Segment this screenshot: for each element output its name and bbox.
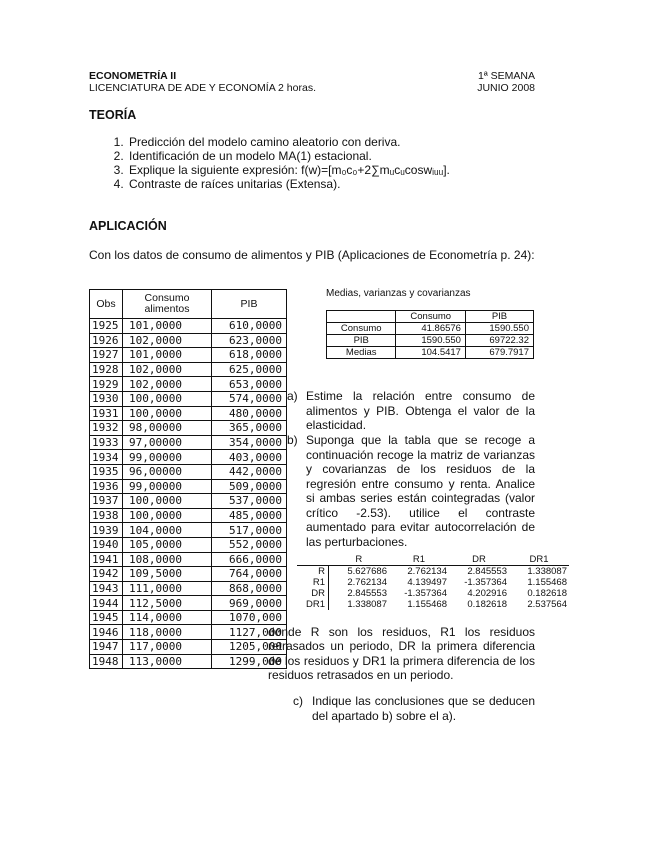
cov-cell: 1.338087 (347, 599, 387, 610)
question-c (293, 694, 535, 723)
obs-year-cell: 1925 (90, 319, 123, 334)
table-row (90, 596, 287, 611)
residuals-explanation: donde R son los residuos, R1 los residuos retrasados un periodo, DR la primera diferencia de los residuos y DR1 la primera diferencia de los residuos retrasados en un periodo. (268, 625, 535, 682)
obs-year-cell: 1947 (90, 640, 123, 655)
consumo-cell: 111,0000 (123, 581, 212, 596)
consumo-cell: 100,0000 (123, 508, 212, 523)
header-degree: LICENCIATURA DE ADE Y ECONOMÍA 2 horas. (89, 82, 316, 94)
pib-cell: 618,0000 (212, 348, 287, 363)
consumo-cell: 101,0000 (123, 319, 212, 334)
pib-cell: 1299,000 (212, 654, 287, 669)
pib-cell: 1127,000 (212, 625, 287, 640)
pib-cell: 574,0000 (212, 391, 287, 406)
cov-header: R1 (412, 554, 426, 565)
pib-cell: 653,0000 (212, 377, 287, 392)
cov-row (297, 566, 569, 578)
obs-year-cell: 1943 (90, 581, 123, 596)
stats-cell: 69722.32 (465, 335, 533, 347)
pib-cell: 868,0000 (212, 581, 287, 596)
stats-row-label: Consumo (327, 323, 396, 335)
cov-cell: 1.338087 (509, 566, 569, 578)
pib-cell: 610,0000 (212, 319, 287, 334)
table-row (90, 406, 287, 421)
pib-cell: 365,0000 (212, 421, 287, 436)
question-a (287, 389, 535, 433)
header-obs: Obs (90, 290, 123, 319)
stats-row (327, 347, 534, 359)
pib-cell: 403,0000 (212, 450, 287, 465)
pib-cell: 623,0000 (212, 333, 287, 348)
table-row (90, 567, 287, 582)
obs-year-cell: 1927 (90, 348, 123, 363)
teoria-item: 3. Explique la siguiente expresión: f(w)=[m₀c₀+2∑mᵤcᵤcoswᵢᵤᵤ]. (127, 163, 450, 177)
obs-year-cell: 1934 (90, 450, 123, 465)
stats-cell: 104.5417 (396, 347, 465, 359)
consumo-cell: 100,0000 (123, 494, 212, 509)
cov-cell: -1.357364 (404, 588, 447, 599)
stats-row-label: Medias (327, 347, 396, 359)
pib-cell: 480,0000 (212, 406, 287, 421)
cov-row-label: DR (297, 588, 329, 599)
header-course: ECONOMETRÍA II (89, 70, 177, 82)
cov-header-empty (297, 554, 329, 566)
table-row (90, 537, 287, 552)
stats-row (327, 335, 534, 347)
consumo-cell: 114,0000 (123, 610, 212, 625)
pib-cell: 969,0000 (212, 596, 287, 611)
obs-year-cell: 1937 (90, 494, 123, 509)
stats-header-pib: PIB (465, 311, 533, 323)
table-row (90, 494, 287, 509)
consumo-cell: 101,0000 (123, 348, 212, 363)
residual-cov-table (297, 554, 569, 610)
stats-cell: 41.86576 (396, 323, 465, 335)
table-row (90, 348, 287, 363)
stats-row (327, 323, 534, 335)
pib-cell: 1205,000 (212, 640, 287, 655)
stats-cell: 1590.550 (396, 335, 465, 347)
table-row (90, 377, 287, 392)
teoria-list (90, 135, 450, 191)
table-row (90, 654, 287, 669)
consumo-cell: 97,00000 (123, 435, 212, 450)
table-row (90, 581, 287, 596)
cov-cell: 2.845553 (347, 588, 387, 599)
cov-row (297, 588, 569, 599)
teoria-item: 4. Contraste de raíces unitarias (Extensa). (127, 177, 450, 191)
cov-cell: 1.155468 (527, 577, 567, 588)
table-row (90, 333, 287, 348)
cov-cell: 5.627686 (329, 566, 390, 578)
consumo-cell: 100,0000 (123, 406, 212, 421)
consumo-cell: 102,0000 (123, 333, 212, 348)
table-row (90, 508, 287, 523)
pib-cell: 764,0000 (212, 567, 287, 582)
table-row (90, 523, 287, 538)
cov-row-label: R (297, 566, 329, 578)
cov-row (297, 599, 569, 610)
consumo-cell: 108,0000 (123, 552, 212, 567)
pib-cell: 1070,000 (212, 610, 287, 625)
teoria-item: 1. Predicción del modelo camino aleatorio con deriva. (127, 135, 450, 149)
table-row (90, 625, 287, 640)
obs-year-cell: 1936 (90, 479, 123, 494)
pib-cell: 666,0000 (212, 552, 287, 567)
teoria-item: 2. Identificación de un modelo MA(1) estacional. (127, 149, 450, 163)
stats-cell: 1590.550 (465, 323, 533, 335)
stats-table (326, 310, 534, 359)
stats-header-consumo: Consumo (396, 311, 465, 323)
consumo-cell: 109,5000 (123, 567, 212, 582)
table-row (90, 610, 287, 625)
obs-year-cell: 1942 (90, 567, 123, 582)
cov-cell: 2.537564 (527, 599, 567, 610)
cov-cell: 2.762134 (347, 577, 387, 588)
consumo-cell: 118,0000 (123, 625, 212, 640)
section-teoria-title: TEORÍA (89, 108, 137, 122)
obs-year-cell: 1939 (90, 523, 123, 538)
cov-cell: 4.139497 (407, 577, 447, 588)
consumo-cell: 104,0000 (123, 523, 212, 538)
table-row (90, 391, 287, 406)
consumo-cell: 105,0000 (123, 537, 212, 552)
pib-cell: 509,0000 (212, 479, 287, 494)
cov-row-label: DR1 (297, 599, 329, 610)
cov-row-label: R1 (297, 577, 329, 588)
question-b-text: Suponga que la tabla que se recoge a continuación recoge la matriz de varianzas y covarianzas de los residuos de la regresión entre consumo y renta. Analice si ambas series están cointegradas (valor crítico -2.53). utilice el contraste aumentado para evitar autocorrelación de las perturbaciones. (306, 433, 535, 549)
pib-cell: 537,0000 (212, 494, 287, 509)
obs-year-cell: 1946 (90, 625, 123, 640)
cov-header: DR1 (529, 554, 549, 565)
consumo-cell: 102,0000 (123, 362, 212, 377)
aplicacion-intro: Con los datos de consumo de alimentos y PIB (Aplicaciones de Econometría p. 24): (89, 248, 535, 262)
obs-year-cell: 1948 (90, 654, 123, 669)
obs-year-cell: 1930 (90, 391, 123, 406)
question-a-text: Estime la relación entre consumo de alimentos y PIB. Obtenga el valor de la elasticidad. (306, 389, 535, 432)
header-week: 1ª SEMANA (478, 70, 535, 82)
consumo-cell: 112,5000 (123, 596, 212, 611)
obs-year-cell: 1932 (90, 421, 123, 436)
pib-cell: 442,0000 (212, 464, 287, 479)
section-aplicacion-title: APLICACIÓN (89, 219, 167, 233)
question-c-label: c) (293, 694, 303, 708)
obs-year-cell: 1945 (90, 610, 123, 625)
consumo-cell: 96,00000 (123, 464, 212, 479)
consumo-cell: 98,00000 (123, 421, 212, 436)
data-table-header (90, 290, 287, 319)
pib-cell: 625,0000 (212, 362, 287, 377)
table-row (90, 464, 287, 479)
obs-year-cell: 1928 (90, 362, 123, 377)
consumo-cell: 100,0000 (123, 391, 212, 406)
question-a-label: a) (287, 389, 298, 403)
consumo-cell: 99,00000 (123, 450, 212, 465)
cov-cell: 2.845553 (449, 566, 509, 578)
table-row (90, 421, 287, 436)
stats-title: Medias, varianzas y covarianzas (326, 288, 471, 299)
obs-year-cell: 1935 (90, 464, 123, 479)
pib-cell: 517,0000 (212, 523, 287, 538)
consumo-cell: 102,0000 (123, 377, 212, 392)
table-row (90, 435, 287, 450)
question-b-label: b) (287, 433, 298, 447)
header-pib: PIB (212, 290, 287, 319)
stats-row-label: PIB (327, 335, 396, 347)
header-date: JUNIO 2008 (477, 82, 535, 94)
obs-year-cell: 1938 (90, 508, 123, 523)
obs-year-cell: 1931 (90, 406, 123, 421)
pib-cell: 485,0000 (212, 508, 287, 523)
stats-header-empty (327, 311, 396, 323)
cov-cell: -1.357364 (464, 577, 507, 588)
obs-year-cell: 1933 (90, 435, 123, 450)
obs-year-cell: 1929 (90, 377, 123, 392)
consumo-cell: 113,0000 (123, 654, 212, 669)
obs-year-cell: 1926 (90, 333, 123, 348)
obs-year-cell: 1940 (90, 537, 123, 552)
cov-cell: 1.155468 (407, 599, 447, 610)
pib-cell: 552,0000 (212, 537, 287, 552)
table-row (90, 479, 287, 494)
table-row (90, 640, 287, 655)
header-consumo: Consumo alimentos (123, 290, 212, 319)
obs-year-cell: 1941 (90, 552, 123, 567)
data-table (89, 289, 287, 669)
stats-cell: 679.7917 (465, 347, 533, 359)
table-row (90, 362, 287, 377)
cov-row (297, 577, 569, 588)
question-c-text: Indique las conclusiones que se deducen del apartado b) sobre el a). (312, 694, 535, 723)
question-b (287, 433, 535, 549)
consumo-cell: 117,0000 (123, 640, 212, 655)
pib-cell: 354,0000 (212, 435, 287, 450)
table-row (90, 319, 287, 334)
cov-cell: 2.762134 (389, 566, 449, 578)
cov-cell: 0.182618 (527, 588, 567, 599)
cov-cell: 4.202916 (467, 588, 507, 599)
consumo-cell: 99,00000 (123, 479, 212, 494)
cov-header: R (355, 554, 363, 565)
cov-cell: 0.182618 (467, 599, 507, 610)
table-row (90, 552, 287, 567)
table-row (90, 450, 287, 465)
obs-year-cell: 1944 (90, 596, 123, 611)
cov-header: DR (472, 554, 486, 565)
